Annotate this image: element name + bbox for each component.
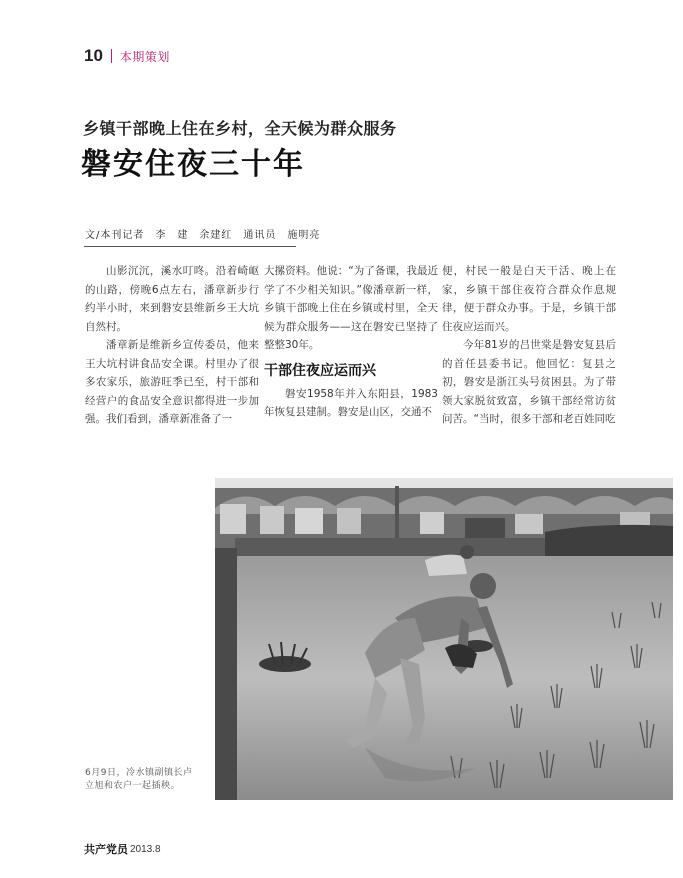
paragraph: 今年81岁的吕世棠是磐安复县后的首任县委书记。他回忆：复县之初，磐安是浙江头号贫困县。为了带领大家脱贫致富，乡镇干部经常访贫问苦。“当时，很多干部和老百姓同吃 xyxy=(442,339,616,425)
section-label: 本期策划 xyxy=(119,49,170,64)
stone-wall xyxy=(235,538,565,556)
page-footer xyxy=(84,841,161,857)
section-heading: 干部住夜应运而兴 xyxy=(264,362,376,379)
article-subtitle: 乡镇干部晚上住在乡村，全天候为群众服务 xyxy=(83,119,397,138)
paragraph: 山影沉沉，溪水叮咚。沿着崎岖的山路，傍晚6点左右，潘章新步行约半小时，来到磐安县维新乡王大坑自然村。 xyxy=(85,265,259,333)
magazine-masthead: 共产党员 xyxy=(84,843,128,856)
page-number: 10 xyxy=(84,46,103,65)
photo-caption: 6月9日，冷水镇副镇长卢立旭和农户一起插秧。 xyxy=(85,768,193,791)
paddy-water xyxy=(215,556,673,800)
paragraph: 便，村民一般是白天干活、晚上在家，乡镇干部住夜符合群众作息规律，便于群众办事。于是，乡镇干部住夜应运而兴。 xyxy=(442,265,616,333)
page-header xyxy=(84,46,170,66)
byline-divider xyxy=(84,246,296,247)
text-column-1 xyxy=(85,262,259,429)
rice-planting-photo xyxy=(215,478,673,800)
text-column-2 xyxy=(264,262,438,422)
paragraph: 潘章新是维新乡宣传委员，他来王大坑村讲食品安全课。村里办了很多农家乐，旅游旺季已至，村干部和经营户的食品安全意识都得进一步加强。我们看到，潘章新准备了一 xyxy=(85,339,259,425)
byline: 文/本刊记者 李 建 余建红 通讯员 施明亮 xyxy=(85,230,321,241)
field-bank xyxy=(215,548,237,800)
header-divider xyxy=(111,49,112,63)
issue-number: 2013.8 xyxy=(130,843,161,855)
article-title: 磐安住夜三十年 xyxy=(81,147,305,182)
paragraph: 大摞资料。他说：“为了备课，我最近学了不少相关知识。”像潘章新一样，乡镇干部晚上住在乡镇或村里，全天候为群众服务——这在磐安已坚持了整整30年。 xyxy=(264,265,438,351)
text-column-3 xyxy=(442,262,616,429)
paragraph: 磐安1958年并入东阳县，1983年恢复县建制。磐安是山区，交通不 xyxy=(264,387,438,418)
